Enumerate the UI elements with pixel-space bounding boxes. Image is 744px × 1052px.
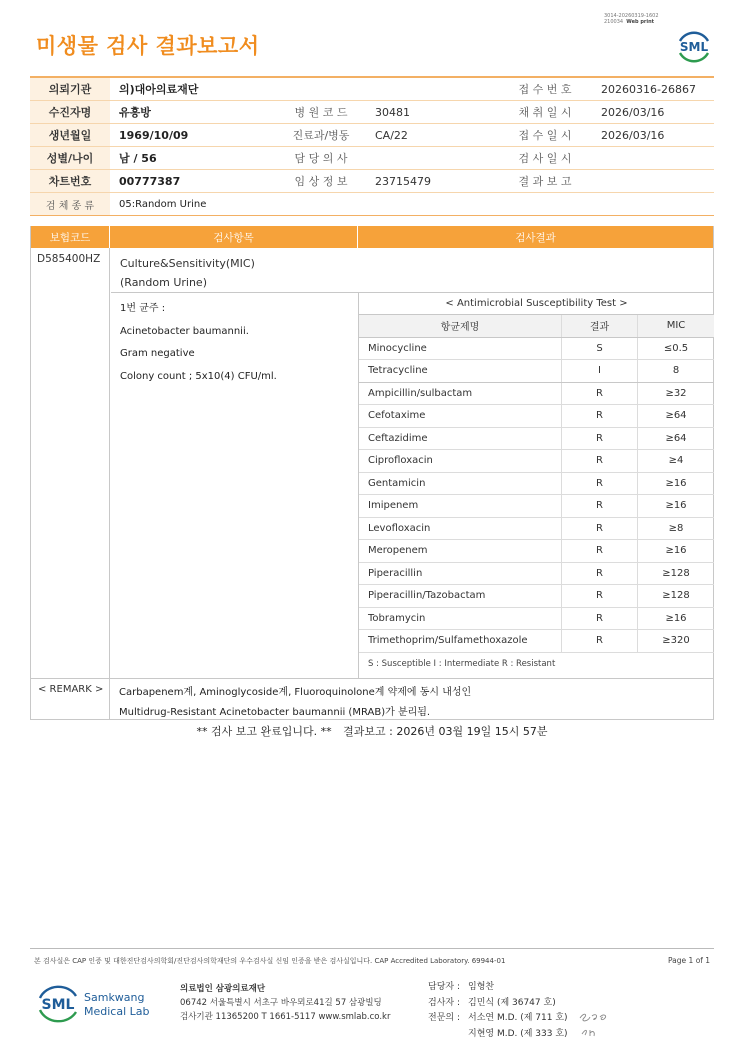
antibiotic-mic: ≥16 [665,545,687,557]
specimen-value: 05:Random Urine [119,198,207,210]
ast-title: < Antimicrobial Susceptibility Test > [359,293,714,315]
antibiotic-name: Ceftazidime [359,428,562,450]
antibiotic-result: R [562,450,638,472]
header-result: 검사결과 [515,231,556,244]
info-label: 차트번호 [30,170,110,192]
staff-role [428,1027,468,1043]
info-value [366,147,503,169]
antibiotic-name: Tobramycin [359,608,562,630]
header-code: 보험코드 [31,226,110,248]
samkwang-logo-icon [36,982,154,1024]
logo-line2: Medical Lab [84,1005,150,1018]
info-label: 의뢰기관 [30,78,110,100]
staff-name: 서소연 M.D. (제 711 호) [468,1013,568,1023]
antibiotic-name: Ciprofloxacin [359,450,562,472]
info-value [587,170,714,192]
antibiotic-mic: ≥16 [665,500,687,512]
signature-icon [576,1008,616,1040]
antibiotic-result: R [562,563,638,585]
ast-row [359,630,714,653]
col-mic: MIC [666,320,686,332]
info-label: 채 취 일 시 [518,106,572,119]
info-value: 2026/03/16 [601,128,665,142]
antibiotic-result: R [562,473,638,495]
specimen-label: 검 체 종 류 [30,193,110,215]
susceptibility-table [359,293,714,675]
antibiotic-result: R [562,518,638,540]
antibiotic-name: Gentamicin [359,473,562,495]
info-value: 23715479 [375,174,431,188]
antibiotic-mic: ≥128 [662,590,690,602]
report-time: 결과보고 : 2026년 03월 19일 15시 57분 [343,725,548,738]
staff-role: 검사자 : [428,997,460,1008]
info-label: 담 당 의 사 [294,152,348,165]
antibiotic-name: Imipenem [359,495,562,517]
organism-number: 1번 균주 : [120,303,166,314]
ast-header-row [359,315,714,338]
info-value: 남 / 56 [119,152,157,165]
ast-row [359,585,714,608]
antibiotic-mic: ≤0.5 [663,342,689,354]
test-name-line: Culture&Sensitivity(MIC) [120,257,255,270]
info-row [30,147,714,170]
staff-name: 임형찬 [468,982,495,992]
antibiotic-result: R [562,495,638,517]
footer-divider [30,948,714,949]
info-label [276,78,366,100]
header-item: 검사항목 [110,226,358,248]
print-code: 210034 [604,19,624,25]
info-value: CA/22 [375,128,408,142]
ast-row [359,405,714,428]
antibiotic-result: S [562,338,638,360]
antibiotic-result: R [562,428,638,450]
company-contact: 검사기관 11365200 T 1661-5117 www.smlab.co.kr [180,1012,391,1022]
completion-status: ** 검사 보고 완료입니다. ** [196,725,332,738]
ast-legend: S : Susceptible I : Intermediate R : Resistant [368,658,556,669]
remark-label: < REMARK > [31,679,110,719]
company-name: 의료법인 삼광의료재단 [180,984,266,994]
ast-row [359,360,714,383]
antibiotic-mic: ≥16 [665,612,687,624]
antibiotic-result: R [562,383,638,405]
organism-count: Colony count ; 5x10(4) CFU/ml. [120,370,277,382]
results-table [30,226,714,678]
antibiotic-mic: ≥64 [665,432,687,444]
ast-row [359,428,714,451]
staff-list [428,980,568,1042]
info-value: 의)대아의료재단 [119,83,199,96]
info-label: 생년월일 [30,124,110,146]
info-label: 수진자명 [30,101,110,123]
remark-line: Carbapenem계, Aminoglycoside계, Fluoroquinolone계 약제에 동시 내성인 [119,687,472,698]
antibiotic-name: Minocycline [359,338,562,360]
sml-logo-icon [674,26,714,66]
info-value: 30481 [375,105,410,119]
ast-row [359,450,714,473]
col-result: 결과 [562,315,638,337]
page-number: Page 1 of 1 [668,956,711,965]
antibiotic-result: I [562,360,638,382]
info-label: 검 사 일 시 [518,152,572,165]
antibiotic-result: R [562,630,638,652]
remark-box [30,678,714,720]
ast-row [359,495,714,518]
accreditation-note: 본 검사실은 CAP 인증 및 대한진단검사의학회/진단검사의학재단의 우수검사실 신임 인증을 받은 검사실입니다. CAP Accredited Laboratory. 69944-01 [34,957,506,965]
antibiotic-name: Meropenem [359,540,562,562]
info-value [587,147,714,169]
info-row [30,101,714,124]
info-label: 진료과/병동 [292,129,350,142]
staff-name: 지현영 M.D. (제 333 호) [468,1028,568,1039]
antibiotic-name: Trimethoprim/Sulfamethoxazole [359,630,562,652]
antibiotic-mic: ≥8 [668,522,684,534]
specimen-row [30,193,714,216]
ast-row [359,563,714,586]
info-row [30,170,714,193]
results-header [31,226,713,248]
antibiotic-mic: ≥16 [665,477,687,489]
antibiotic-result: R [562,540,638,562]
info-value: 유흥방 [119,106,151,119]
antibiotic-mic: 8 [672,365,680,377]
antibiotic-name: Tetracycline [359,360,562,382]
organism-info [111,293,359,678]
antibiotic-mic: ≥32 [665,387,687,399]
remark-line: Multidrug-Resistant Acinetobacter baumannii (MRAB)가 분리됨. [119,707,431,718]
antibiotic-result: R [562,585,638,607]
info-label: 접 수 번 호 [518,83,572,96]
ast-row [359,473,714,496]
ast-body [359,338,714,653]
info-value: 00777387 [119,174,181,188]
staff-name: 김민식 (제 36747 호) [468,997,556,1008]
ast-row [359,540,714,563]
ast-row [359,338,714,361]
antibiotic-name: Piperacillin/Tazobactam [359,585,562,607]
antibiotic-name: Piperacillin [359,563,562,585]
page-title: 미생물 검사 결과보고서 [36,34,260,58]
antibiotic-result: R [562,608,638,630]
antibiotic-mic: ≥128 [662,567,690,579]
ast-row [359,383,714,406]
test-name [111,248,714,293]
info-value: 20260316-26867 [601,82,696,96]
remark-text [119,683,471,723]
logo-sml-text: SML [41,997,75,1013]
staff-role: 전문의 : [428,1013,460,1023]
info-label: 접 수 일 시 [518,129,572,142]
antibiotic-mic: ≥320 [662,635,690,647]
antibiotic-name: Ampicillin/sulbactam [359,383,562,405]
company-info [180,982,390,1024]
staff-role: 담당자 : [428,982,460,992]
info-value: 2026/03/16 [601,105,665,119]
print-mode: Web print [626,19,655,25]
antibiotic-mic: ≥64 [665,410,687,422]
logo-line1: Samkwang [84,991,145,1004]
info-label: 임 상 정 보 [294,175,348,188]
info-label: 병 원 코 드 [294,106,348,119]
print-info [604,13,659,25]
ast-row [359,518,714,541]
info-value [366,78,503,100]
col-antibiotic: 항균제명 [359,315,562,337]
print-id: 3014-20260319-1602 [604,13,659,19]
completion-line [0,723,744,739]
info-row [30,78,714,101]
antibiotic-result: R [562,405,638,427]
sml-logo-text: SML [679,40,709,54]
antibiotic-name: Levofloxacin [359,518,562,540]
insurance-code: D585400HZ [31,248,110,678]
info-label: 성별/나이 [30,147,110,169]
info-value: 1969/10/09 [119,128,189,142]
antibiotic-mic: ≥4 [668,455,684,467]
organism-gram: Gram negative [120,348,195,359]
info-label: 결 과 보 고 [518,175,572,188]
patient-info-table [30,76,714,216]
company-address: 06742 서울특별시 서초구 바우뫼로41길 57 삼광빌딩 [180,998,382,1008]
organism-name: Acinetobacter baumannii. [120,325,249,337]
ast-row [359,608,714,631]
info-row [30,124,714,147]
antibiotic-name: Cefotaxime [359,405,562,427]
test-name-specimen: (Random Urine) [120,276,207,289]
